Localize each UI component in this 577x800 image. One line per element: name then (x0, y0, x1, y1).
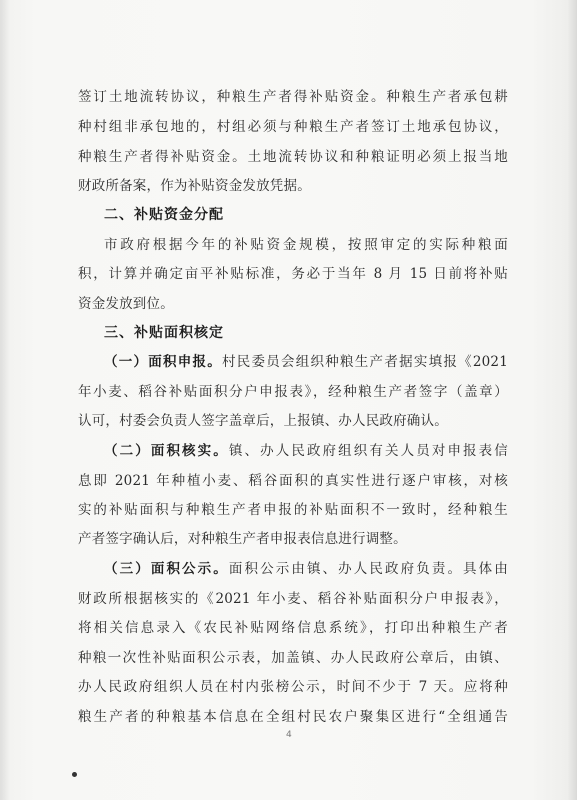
text-line: 认可，村委会负责人签字盖章后，上报镇、办人民政府确认。 (78, 413, 448, 429)
text-line: 息即 2021 年种植小麦、稻谷面积的真实性进行逐户审核，对核 (78, 473, 508, 489)
text-line (104, 441, 508, 461)
subsection-lead: （三）面积公示。 (104, 561, 229, 577)
text-line: 积，计算并确定亩平补贴标准，务必于当年 8 月 15 日前将补贴 (78, 266, 508, 282)
scan-speck (72, 772, 77, 777)
page-edge-shadow (0, 0, 10, 800)
subsection-text: 村民委员会组织种粮生产者据实填报《2021 (222, 354, 508, 370)
section-heading: 二、补贴资金分配 (104, 207, 224, 223)
text-line: 种粮生产者得补贴资金。土地流转协议和种粮证明必须上报当地 (78, 149, 508, 165)
subsection-lead: （一）面积申报。 (104, 354, 223, 370)
text-line: 种粮一次性补贴面积公示表，加盖镇、办人民政府公章后，由镇、 (78, 650, 508, 666)
text-line: 实的补贴面积与种粮生产者申报的补贴面积不一致时，经种粮生 (78, 502, 508, 518)
text-line: 办人民政府组织人员在村内张榜公示，时间不少于 7 天。应将种 (78, 679, 508, 695)
page-number: 4 (286, 730, 292, 740)
text-line: 产者签字确认后，对种粮生产者申报表信息进行调整。 (78, 531, 407, 547)
section-heading: 三、补贴面积核定 (104, 325, 224, 341)
text-line (104, 352, 508, 372)
text-line: 将相关信息录入《农民补贴网络信息系统》，打印出种粮生产者 (78, 620, 508, 636)
page-edge-shadow (567, 0, 577, 800)
text-line: 种村组非承包地的，村组必须与种粮生产者签订土地承包协议， (78, 119, 508, 135)
text-line: 粮生产者的种粮基本信息在全组村民农户聚集区进行“全组通告 (78, 709, 508, 725)
text-line: 资金发放到位。 (78, 296, 174, 312)
text-line: 年小麦、稻谷补贴面积分户申报表》，经种粮生产者签字（盖章） (78, 384, 508, 400)
text-line: 市政府根据今年的补贴资金规模，按照审定的实际种粮面 (104, 237, 508, 253)
subsection-text: 镇、办人民政府组织有关人员对申报表信 (228, 443, 508, 459)
text-line (104, 559, 508, 579)
subsection-lead: （二）面积核实。 (104, 443, 229, 459)
subsection-text: 面积公示由镇、办人民政府负责。具体由 (228, 561, 508, 577)
text-line: 财政所备案，作为补贴资金发放凭据。 (78, 178, 311, 194)
text-line: 财政所根据核实的《2021 年小麦、稻谷补贴面积分户申报表》， (78, 591, 508, 607)
text-line: 签订土地流转协议，种粮生产者得补贴资金。种粮生产者承包耕 (78, 89, 508, 105)
